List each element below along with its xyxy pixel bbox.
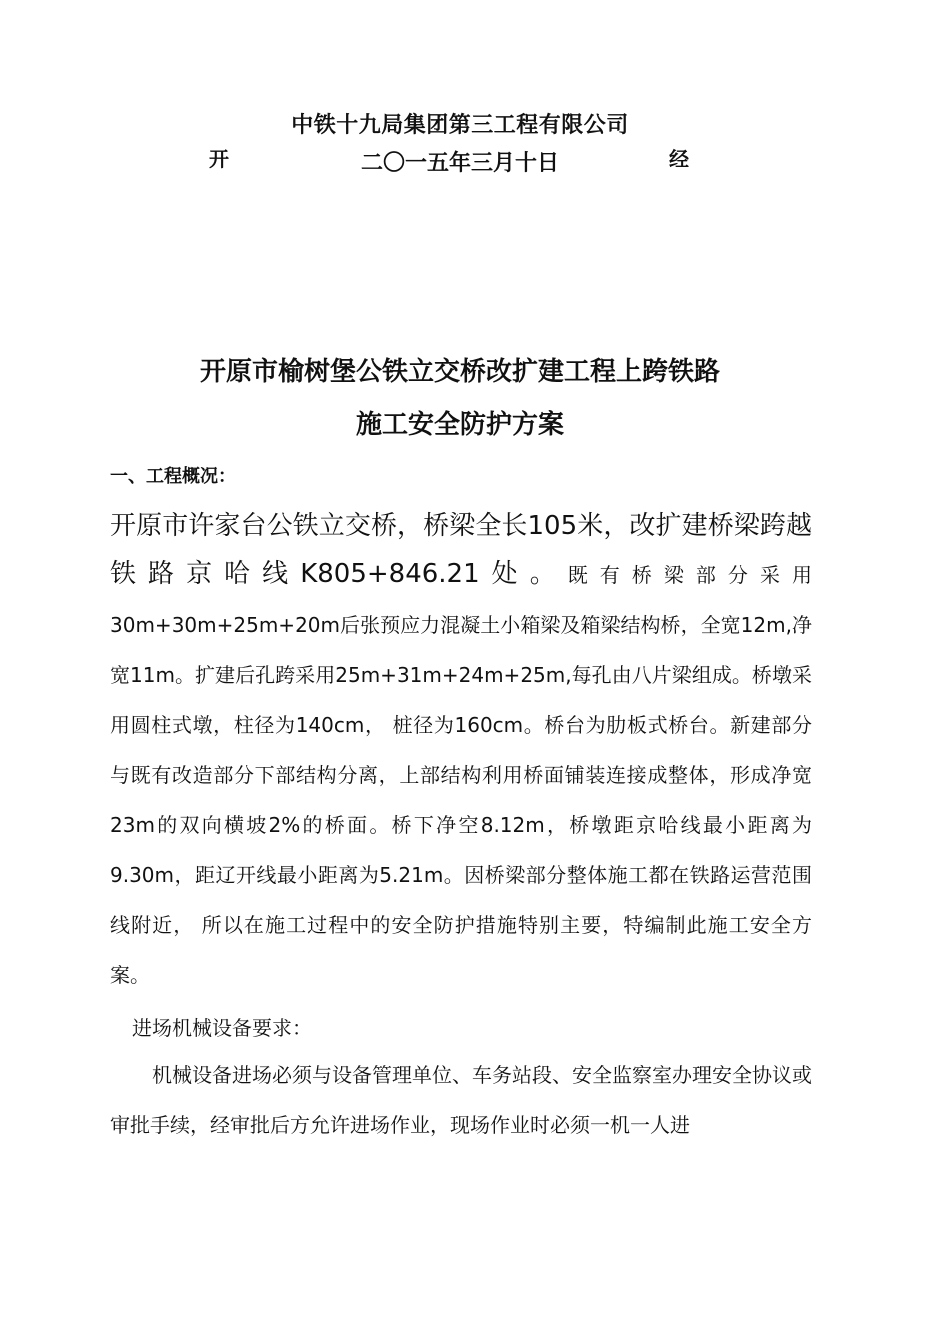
- section-heading-equipment: 进场机械设备要求：: [132, 1016, 312, 1040]
- overview-paragraph: [110, 502, 812, 1000]
- section-heading-overview: 一、工程概况：: [110, 466, 236, 487]
- cut-off-text-left: 开: [209, 147, 229, 171]
- document-date: 二〇一五年三月十日: [360, 151, 559, 176]
- equipment-paragraph: 机械设备进场必须与设备管理单位、车务站段、安全监察室办理安全协议或审批手续，经审批后方允许进场作业，现场作业时必须一机一人进: [110, 1063, 812, 1137]
- overview-body-text: 既有桥梁部分采用30m+30m+25m+20m后张预应力混凝土小箱梁及箱梁结构桥，全宽12m,净宽11m。扩建后孔跨采用25m+31m+24m+25m,每孔由八片梁组成。桥墩采用圆柱式墩，柱径为140cm， 桩径为160cm。桥台为肋板式桥台。新建部分与既有改造部分下部结构分离，上部结构利用桥面铺装连接成整体，形成净宽23m的双向横坡2%的桥面。桥下净空8.12m，桥墩距京哈线最小距离为9.30m，距辽开线最小距离为5.21m。因桥梁部分整体施工都在铁路运营范围线附近， 所以在施工过程中的安全防护措施特别主要，特编制此施工安全方案。: [110, 563, 813, 987]
- document-title-line1: 开原市榆树堡公铁立交桥改扩建工程上跨铁路: [199, 357, 720, 387]
- cut-off-text-right: 经: [669, 147, 689, 171]
- overview-lead-text: 开原市许家台公铁立交桥，桥梁全长105米，改扩建桥梁跨越铁路京哈线K805+846.21处。: [110, 511, 812, 589]
- company-name: 中铁十九局集团第三工程有限公司: [291, 113, 629, 138]
- document-title-line2: 施工安全防护方案: [355, 410, 564, 440]
- overview-body: [110, 502, 812, 1000]
